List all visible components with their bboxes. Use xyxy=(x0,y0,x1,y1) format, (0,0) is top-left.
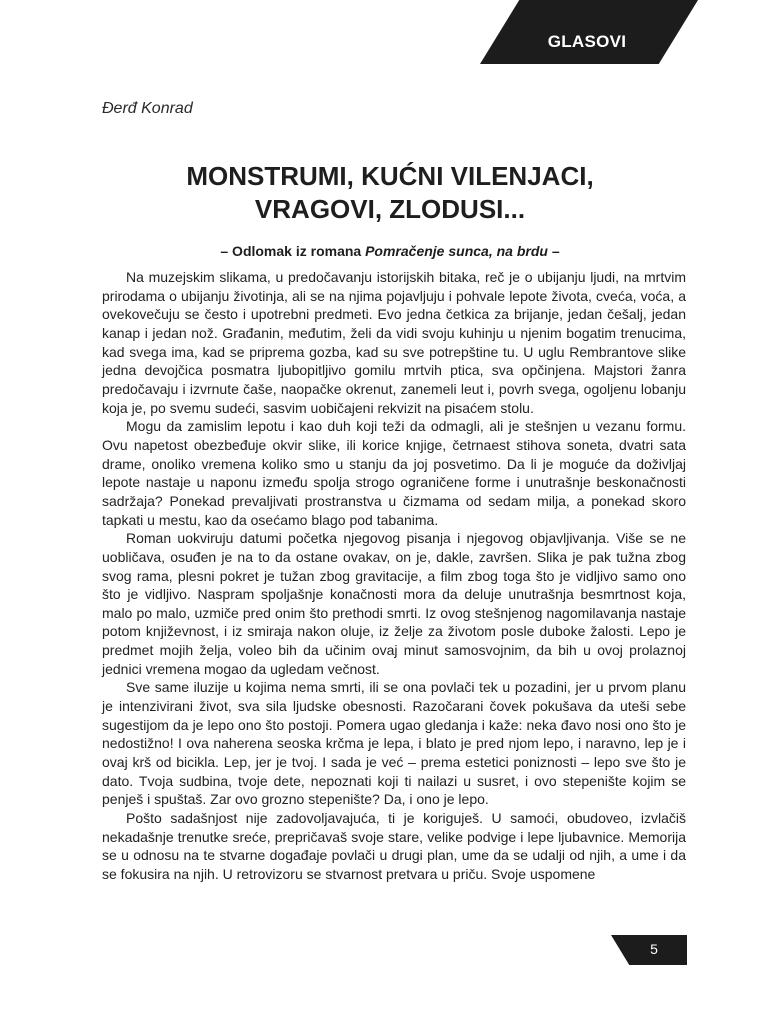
article-subtitle xyxy=(130,243,650,259)
title-line-1: MONSTRUMI, KUĆNI VILENJACI, xyxy=(186,161,594,191)
paragraph: Sve same iluzije u kojima nema smrti, ili se ona povlači tek u pozadini, jer u prvom planu je intenzivirani život, sva sila ljudske obesnosti. Razočarani čovek pokušava da uteši sebe sugestijom da je lepo ono što postoji. Pomera ugao gledanja i kaže: neka đavo nosi ono što je nedostižno! I ova naherena seoska krčma je lepa, i blato je pred njom lepo, i naravno, lep je i ovaj krš od bicikla. Lep, jer je tvoj. I sada je već – prema estetici poniznosti – lepo sve što je dato. Tvoja sudbina, tvoje dete, nepoznati koji ti nailazi u susret, i ovo stepenište kojim se penješ i spuštaš. Zar ovo grozno stepenište? Da, i ono je lepo. xyxy=(102,679,686,808)
paragraph: Pošto sadašnjost nije zadovoljavajuća, ti je koriguješ. U samoći, obudoveo, izvlačiš nekadašnje trenutke sreće, prepričavaš svoje stare, velike podvige i lepe ljubavnice. Memorija se u odnosu na te stvarne događaje povlači u drugi plan, ume da se udalji od njih, a ume i da se fokusira na njih. U retrovizoru se stvarnost pretvara u priču. Svoje uspomene xyxy=(102,810,686,882)
subtitle-prefix: – Odlomak iz romana xyxy=(220,243,366,259)
section-label: GLASOVI xyxy=(547,32,627,51)
subtitle-work: Pomračenje sunca, na brdu xyxy=(365,243,548,259)
article-body xyxy=(102,268,686,884)
subtitle-suffix: – xyxy=(547,243,560,259)
paragraph: Na muzejskim slikama, u predočavanju istorijskih bitaka, reč je o ubijanju ljudi, na mrtvim prirodama o ubijanju životinja, ali se na njima pojavljuju i pohvale lepote života, cveća, voća, a ovekovečuju se često i upotrebni predmeti. Evo jedna četkica za brijanje, jedan češalj, jedan kanap i jedan nož. Građanin, međutim, želi da vidi svoju kuhinju u njenim bogatim trenucima, kad svega ima, kad se priprema gozba, kad su sve potrepštine tu. U uglu Rembrantove slike jedna devojčica posmatra ljubopitljivo gomilu mrtvih ptica, sva opčinjena. Majstori žanra predočavaju i izvrnute čaše, naopačke okrenut, zanemeli leut i, povrh svega, ogoljenu lobanju koja je, po svemu sudeći, sasvim uobičajeni rekvizit na pisaćem stolu. xyxy=(102,269,686,416)
author-name: Đerđ Konrad xyxy=(102,100,193,117)
title-line-2: VRAGOVI, ZLODUSI... xyxy=(254,194,526,224)
paragraph: Roman uokviruju datumi početka njegovog pisanja i njegovog objavljivanja. Više se ne uobličava, osuđen je na to da ostane ovakav, on je, dakle, završen. Slika je pak tužna zbog svog rama, plesni pokret je tužan zbog gravitacije, a film zbog toga što je vidljivo samo ono što je vidljivo. Naspram spoljašnje konačnosti mora da deluje unutrašnja besmrtnost koja, malo po malo, uzmiče pred onim što prethodi smrti. Iz ovog stešnjenog nagomilavanja nastaje potom književnost, i iz smiraja nakon oluje, iz želje za životom posle duboke žalosti. Lepo je predmet mojih želja, voleo bih da učinim ovaj minut samosvojnim, da bih u ovoj prolaznoj jednici vremena mogao da ugledam večnost. xyxy=(102,530,686,677)
article-title xyxy=(130,160,650,226)
paragraph: Mogu da zamislim lepotu i kao duh koji teži da odmagli, ali je stešnjen u vezanu formu. Ovu napetost obezbeđuje okvir slike, ili korice knjige, četrnaest stihova soneta, dvatri sata drame, onoliko vremena koliko smo u stanju da joj posvetimo. Da li je moguće da doživljaj lepote nastaje u naponu između spolja strogo ograničene forme i unutrašnje beskonačnosti sadržaja? Ponekad prevaljivati prostranstva u čizmama od sedam milja, a ponekad skoro tapkati u mestu, kao da osećamo blago pod tabanima. xyxy=(102,418,686,528)
page-number: 5 xyxy=(650,941,658,957)
